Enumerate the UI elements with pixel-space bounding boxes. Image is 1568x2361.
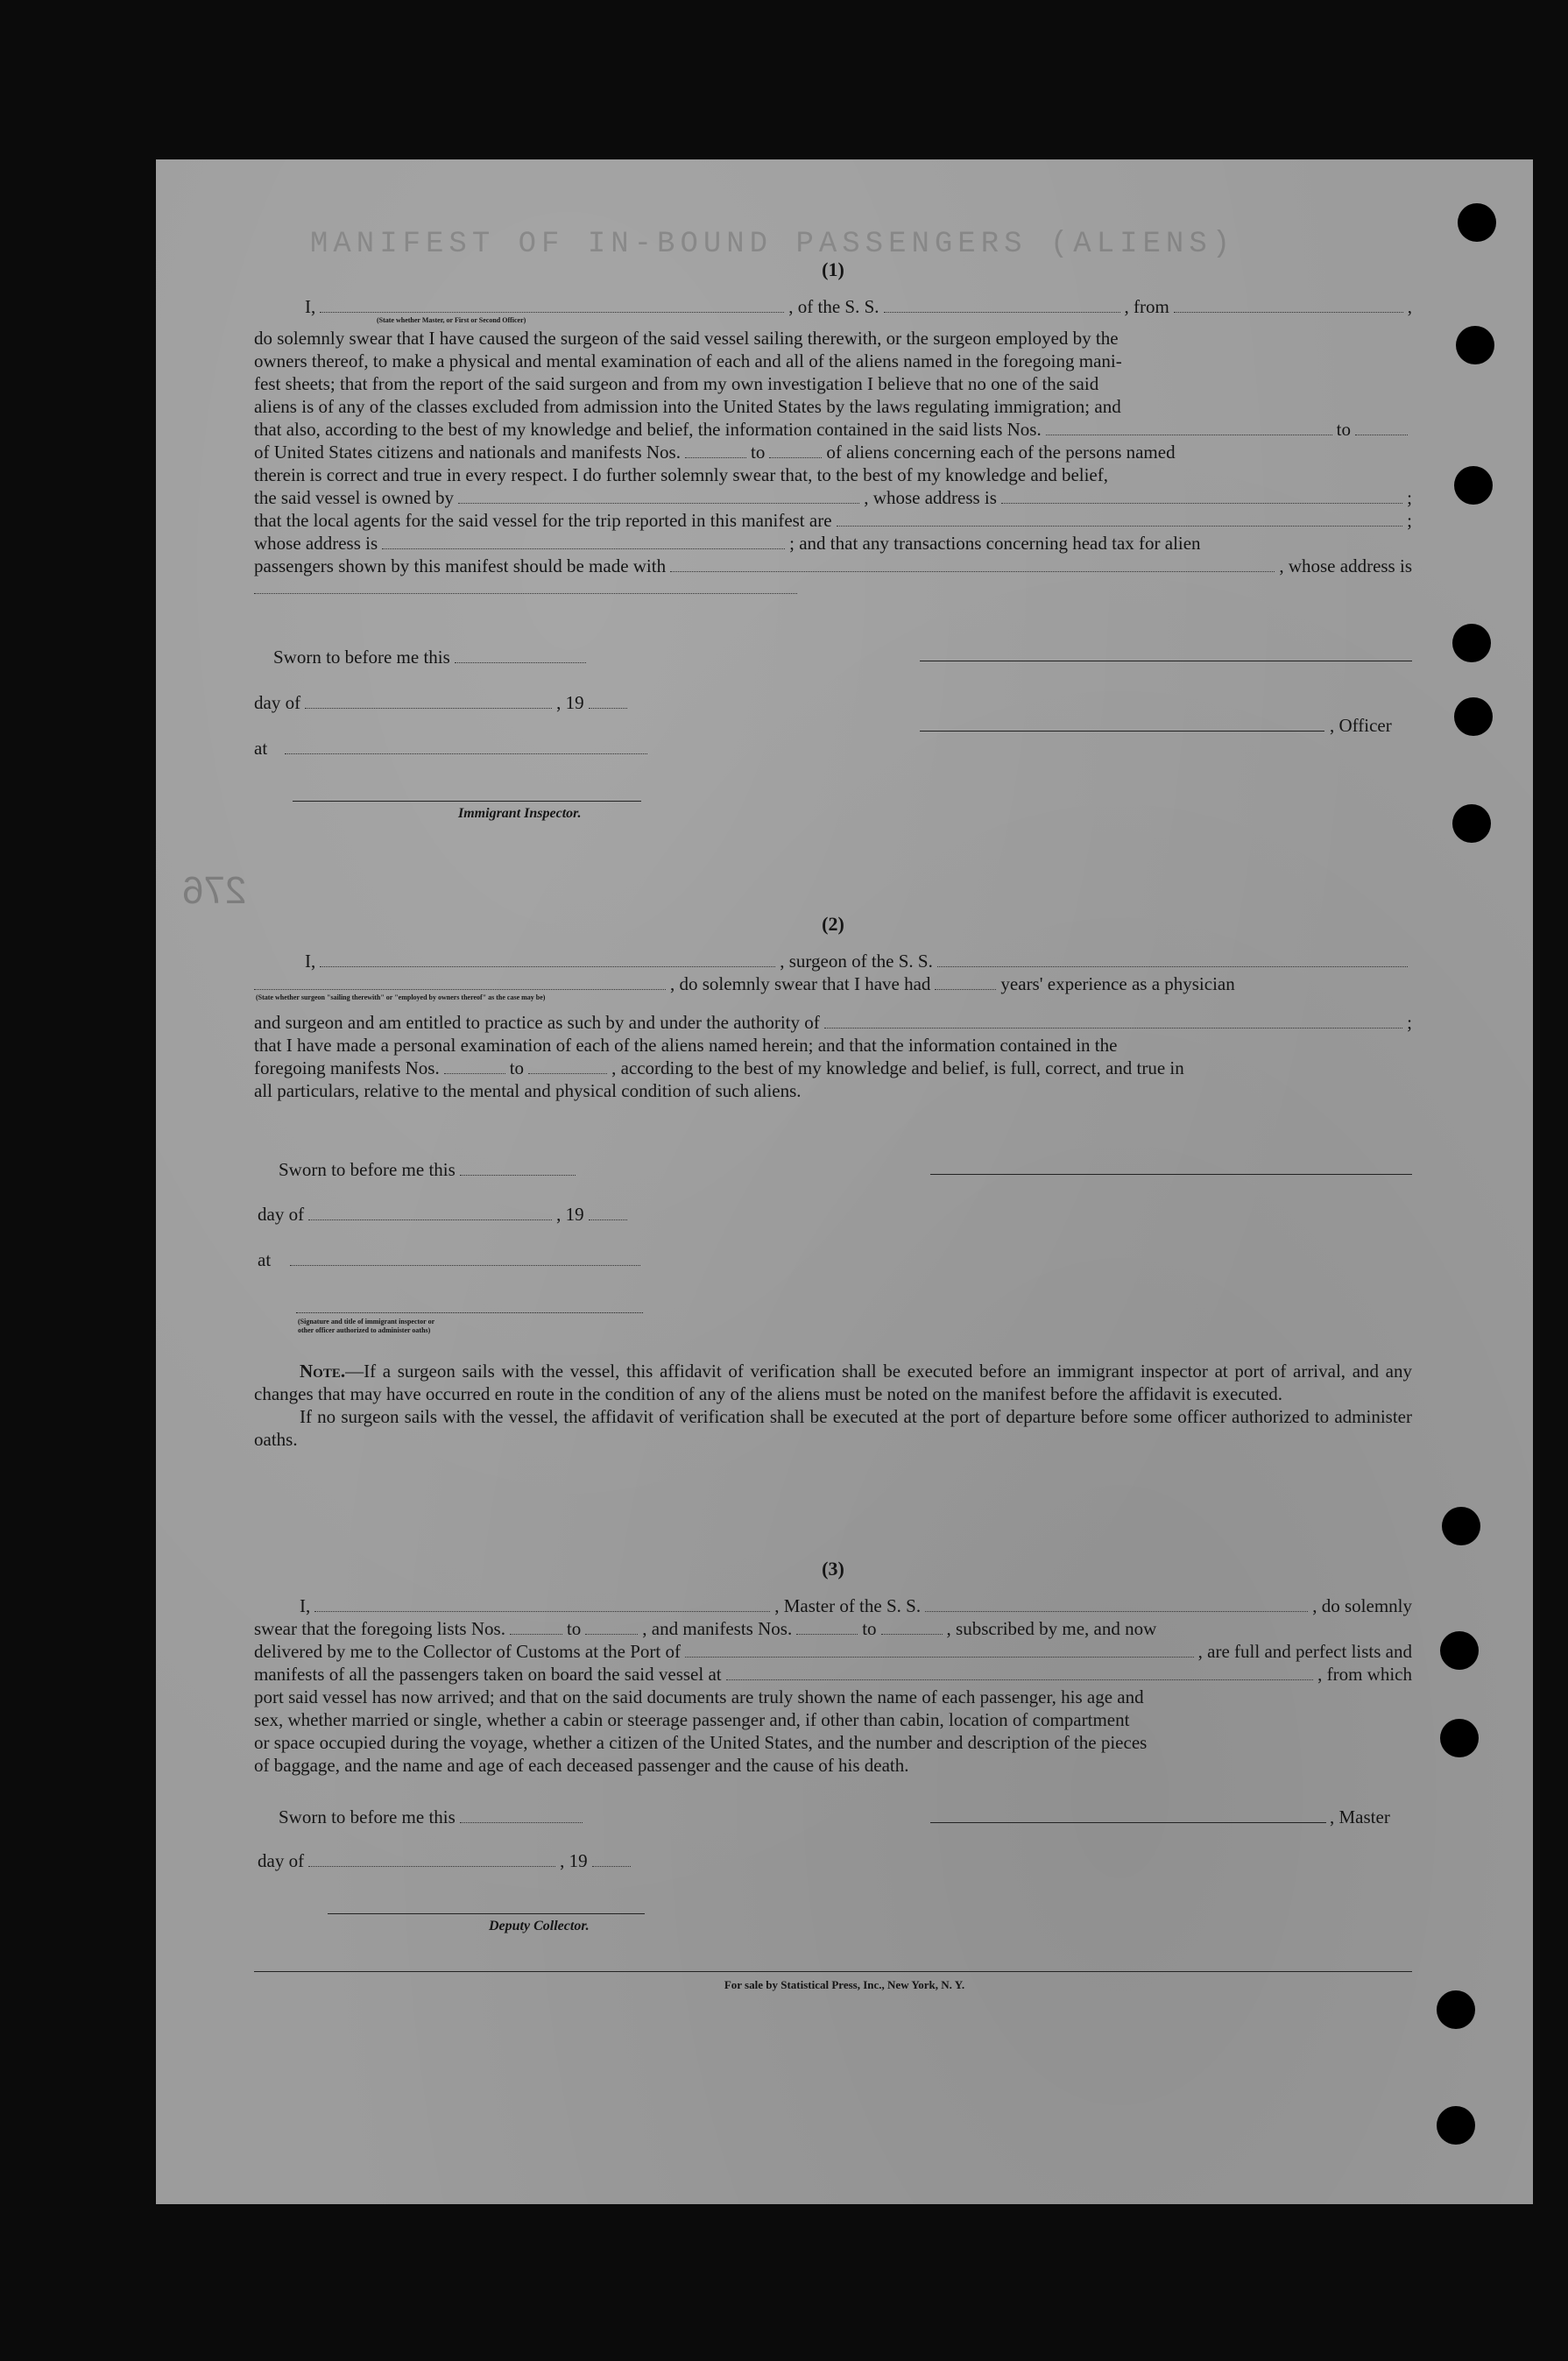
oath-line-officer: I, , of the S. S. , from , <box>305 296 1412 317</box>
delivery-body: port said vessel has now arrived; and that on the said documents are truly shown the name of each passenger, his age and sex, whether married or single, whether a cabin or steerage passenger and, if other than cabin, location of compartment or space occupied during the voyage, whether a citizen of the United States, and the number and description of the pieces of baggage, and the name and age of each deceased passenger and the cause of his death. <box>254 1686 1148 1776</box>
agents-line: that the local agents for the said vessel for the trip reported in this manifest are ; <box>254 510 1412 531</box>
punch-hole <box>1454 697 1493 736</box>
sworn-day-field[interactable] <box>455 647 586 663</box>
section-number: (1) <box>822 258 844 280</box>
place-field-2[interactable] <box>290 1249 640 1266</box>
master-lists-line: swear that the foregoing lists Nos. to , and manifests Nos. to , subscribed by me, and now <box>254 1618 1157 1639</box>
punch-hole <box>1437 2106 1475 2145</box>
collector-caption: Deputy Collector. <box>489 1919 590 1933</box>
punch-hole <box>1452 804 1491 843</box>
surgeon-manifests-line: foregoing manifests Nos. to , according to the best of my knowledge and belief, is full, correct, and true in <box>254 1057 1184 1078</box>
punch-hole <box>1442 1507 1480 1545</box>
years-field[interactable] <box>935 973 996 990</box>
surgeon-name-field[interactable] <box>320 951 775 967</box>
master-line: I, , Master of the S. S. , do solemnly <box>300 1595 1412 1616</box>
day-of-line-1: day of , 19 <box>254 692 632 714</box>
printer-credit: For sale by Statistical Press, Inc., New York, N. Y. <box>724 1978 965 1991</box>
head-tax-address-line <box>254 577 1412 594</box>
surgeon-status-field[interactable] <box>254 973 666 990</box>
lists-to-field[interactable] <box>1355 419 1408 435</box>
section-number: (3) <box>822 1558 844 1580</box>
master-manifests-from-field[interactable] <box>796 1618 858 1635</box>
punch-hole <box>1458 203 1496 242</box>
agents-field[interactable] <box>837 510 1403 527</box>
owner-line: the said vessel is owned by , whose address is ; <box>254 487 1413 508</box>
manifest-page <box>156 159 1533 2204</box>
surgeon-note <box>254 1360 1412 1451</box>
sworn-day-field-2[interactable] <box>460 1159 576 1176</box>
note-label: Note. <box>300 1361 346 1382</box>
month-field-2[interactable] <box>308 1204 552 1220</box>
signature-note-1: (Signature and title of immigrant inspector or <box>298 1318 435 1325</box>
master-vessel-field[interactable] <box>925 1595 1308 1612</box>
surgeon-signature-line[interactable] <box>930 1174 1412 1175</box>
boarding-port-field[interactable] <box>726 1664 1314 1680</box>
officer-rank-note: (State whether Master, or First or Second Officer) <box>377 316 526 324</box>
affidavit-master: (1) I, , of the S. S. , from , (State whether Master, or First or Second Officer) do solemnly swear that I have caused the surgeon of the said vessel sailing therewith, or the surgeon employed by the owners thereof, to make a physical and mental examination of each and all of the aliens named in the foregoing mani- fest sheets; that from the report of the said surgeon and from my own investigation I believe that no one of the said aliens is of any of the classes excluded from admission into the United States by the laws regulating immigration; and that also, according to the best of my knowledge and belief, the information contained in the said lists Nos. to of United States citizens and nationals and manifests Nos. to of aliens concerning each of the persons named therein is correct and true in every respect. I do further solemnly swear that, to the best of my knowledge and belief, the said vessel is owned by , whose address is ; that the local agents for the said vessel for the trip reported in this manifest are ; whose address is ; and that any transactions concerning head tax for alien passengers shown by this manifest should be made with , whose address is <box>254 258 1412 594</box>
surgeon-manifests-from-field[interactable] <box>444 1057 505 1074</box>
day-of-line-3: day of , 19 <box>258 1850 635 1872</box>
officer-signature-line[interactable] <box>920 731 1324 732</box>
at-line-2: at <box>258 1249 645 1271</box>
surgeon-manifests-to-field[interactable] <box>528 1057 607 1074</box>
sworn-line-2: Sworn to before me this <box>279 1159 580 1181</box>
manifests-nos-line: of United States citizens and nationals and manifests Nos. to of aliens concerning each of the persons named <box>254 442 1176 463</box>
officer-rank-field[interactable] <box>320 296 784 313</box>
head-tax-address-field[interactable] <box>254 577 797 594</box>
sworn-line-1: Sworn to before me this <box>273 647 590 668</box>
year-field-2[interactable] <box>589 1204 627 1220</box>
show-through-header: MANIFEST OF IN-BOUND PASSENGERS (ALIENS) <box>310 228 1236 261</box>
master-name-field[interactable] <box>314 1595 770 1612</box>
master-lists-to-field[interactable] <box>585 1618 638 1635</box>
surgeon-line: I, , surgeon of the S. S. <box>254 950 1412 972</box>
master-manifests-to-field[interactable] <box>881 1618 943 1635</box>
head-tax-line: passengers shown by this manifest should be made with , whose address is <box>254 555 1412 576</box>
owner-field[interactable] <box>458 487 859 504</box>
manifests-from-field[interactable] <box>685 442 746 458</box>
oath-body: do solemnly swear that I have caused the surgeon of the said vessel sailing therewith, or the surgeon employed by the owners thereof, to make a physical and mental examination of each and all of the aliens named in the foregoing mani- fest sheets; that from the report of the said surgeon and from my own investigation I believe that no one of the said aliens is of any of the classes excluded from admission into the United States by the laws regulating immigration; and <box>254 328 1122 417</box>
punch-hole <box>1437 1990 1475 2029</box>
punch-hole <box>1440 1631 1479 1670</box>
punch-hole <box>1456 326 1494 364</box>
customs-port-field[interactable] <box>685 1641 1194 1658</box>
affidavit-master-delivery <box>254 1558 1412 1777</box>
officer-label: , Officer <box>1330 715 1392 736</box>
day-of-line-2: day of , 19 <box>258 1204 632 1226</box>
inspector-signature-line[interactable] <box>293 801 641 802</box>
affidavit-surgeon: (2) I, , surgeon of the S. S. , do solemnly swear that I have had years' experience as a physician (State whether surgeon "sailing therewith" or "employed by owners thereof" as the case may be) and surgeon and am entitled to practice as such by and under the authority of ; that I have made a personal examination of each of the aliens named herein; and that the information contained in the foregoing manifests Nos. to , according to the best of my knowledge and belief, is full, correct, and true in all particulars, relative to the mental and physical condition of such aliens. <box>254 913 1412 1101</box>
section-number: (2) <box>822 913 844 935</box>
agents-address-field[interactable] <box>382 533 785 549</box>
manifests-to-field[interactable] <box>769 442 822 458</box>
head-tax-party-field[interactable] <box>670 555 1275 572</box>
authority-line: and surgeon and am entitled to practice as such by and under the authority of ; <box>254 1012 1412 1033</box>
authorized-officer-signature-line[interactable] <box>296 1312 643 1313</box>
surgeon-status-note: (State whether surgeon "sailing therewith" or "employed by owners thereof" as the case may be) <box>256 993 546 1001</box>
note-text-2: If no surgeon sails with the vessel, the affidavit of verification shall be executed at the port of departure before some officer authorized to administer oaths. <box>254 1406 1412 1450</box>
footer-rule <box>254 1971 1412 1972</box>
month-field-3[interactable] <box>308 1850 555 1867</box>
delivery-line: delivered by me to the Collector of Customs at the Port of , are full and perfect lists and <box>254 1641 1412 1662</box>
note-text: —If a surgeon sails with the vessel, this affidavit of verification shall be executed before an immigrant inspector at port of arrival, and any changes that may have occurred en route in the condition of any of the aliens must be noted on the manifest before the affidavit is executed. <box>254 1361 1412 1404</box>
from-port-field[interactable] <box>1174 296 1403 313</box>
punch-hole <box>1440 1719 1479 1757</box>
sworn-line-3: Sworn to before me this <box>279 1806 587 1828</box>
year-field-3[interactable] <box>592 1850 631 1867</box>
month-field[interactable] <box>305 692 552 709</box>
master-label: , Master <box>1330 1806 1390 1827</box>
owner-address-field[interactable] <box>1001 487 1402 504</box>
inspector-caption: Immigrant Inspector. <box>458 806 582 821</box>
lists-from-field[interactable] <box>1046 419 1332 435</box>
vessel-name-field[interactable] <box>884 296 1120 313</box>
master-final-signature-line[interactable] <box>930 1822 1326 1823</box>
boarding-line: manifests of all the passengers taken on board the said vessel at , from which <box>254 1664 1412 1685</box>
master-lists-from-field[interactable] <box>510 1618 562 1635</box>
signature-note-2: other officer authorized to administer oaths) <box>298 1326 431 1334</box>
place-field[interactable] <box>285 738 647 754</box>
punch-hole <box>1454 466 1493 505</box>
at-line-1: at <box>254 738 652 760</box>
punch-hole <box>1452 624 1491 662</box>
authority-field[interactable] <box>824 1012 1402 1029</box>
year-field[interactable] <box>589 692 627 709</box>
experience-line: , do solemnly swear that I have had years' experience as a physician <box>254 972 1412 995</box>
sworn-day-field-3[interactable] <box>460 1806 583 1823</box>
agents-address-line: whose address is ; and that any transactions concerning head tax for alien <box>254 533 1201 554</box>
collector-signature-line[interactable] <box>328 1913 645 1914</box>
lists-nos-line: that also, according to the best of my knowledge and belief, the information contained in the said lists Nos. to <box>254 418 1412 441</box>
surgeon-vessel-field[interactable] <box>937 951 1408 967</box>
show-through-number: 276 <box>182 869 247 912</box>
